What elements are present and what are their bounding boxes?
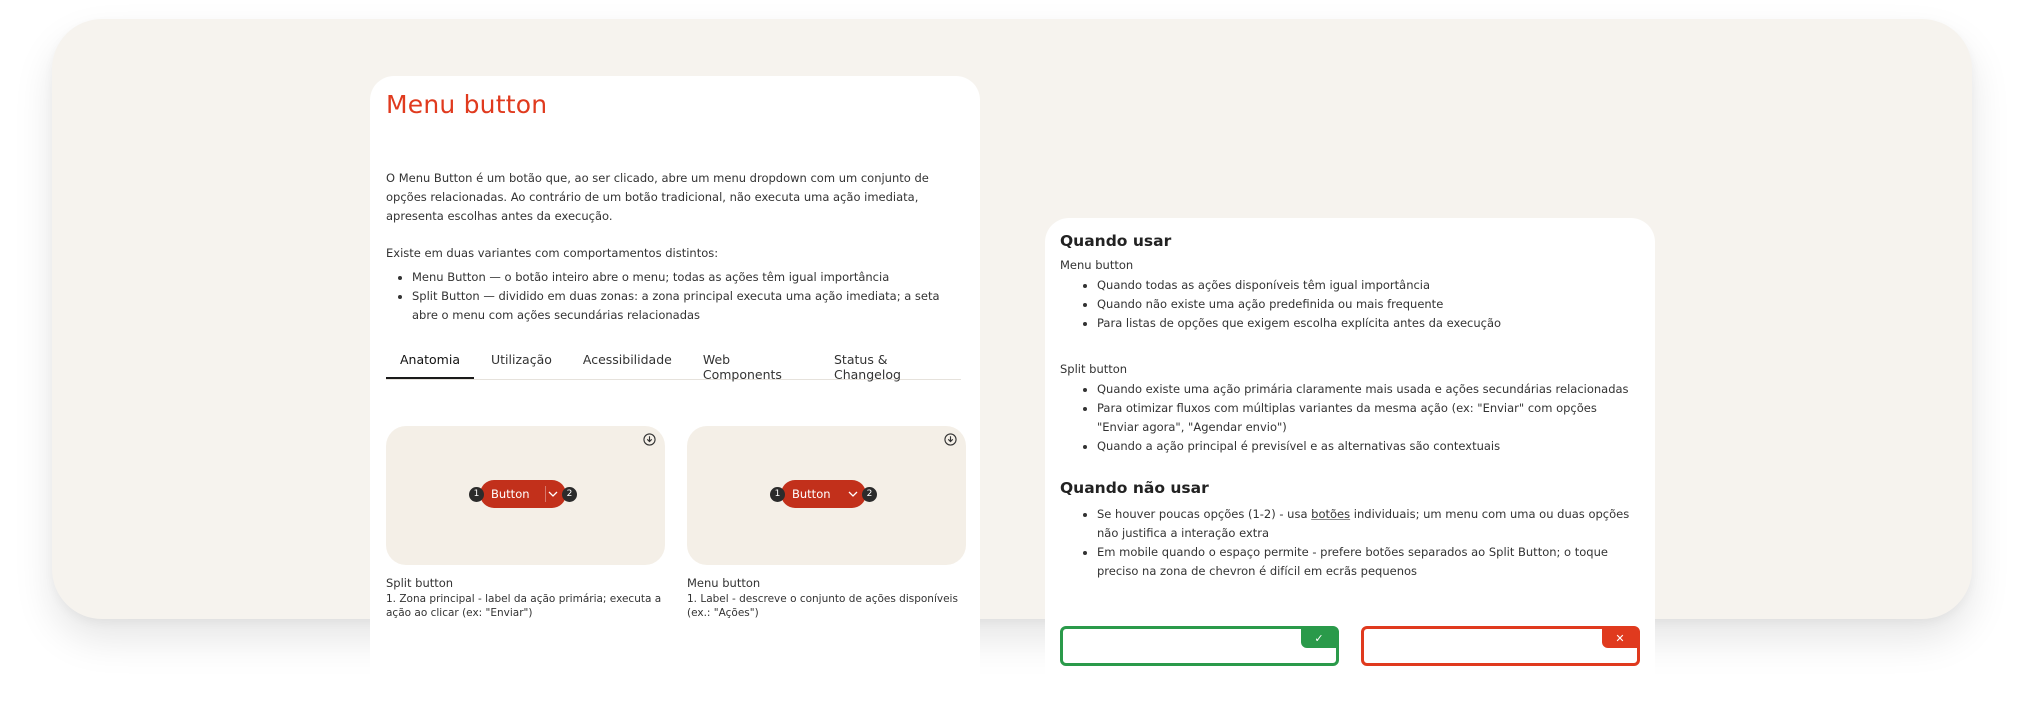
anatomy-previews — [386, 426, 964, 620]
split-button-preview — [386, 426, 665, 620]
menu-button-demo — [770, 480, 877, 508]
split-button-subtitle: Split button — [1060, 362, 1128, 376]
usage-card — [1045, 218, 1655, 718]
tab-utilizacao[interactable]: Utilização — [491, 352, 552, 367]
tab-status-changelog[interactable]: Status & Changelog — [834, 352, 901, 382]
variants-intro: Existe em duas variantes com comportamentos distintos: — [386, 246, 719, 260]
badge-2: 2 — [562, 487, 577, 502]
caption-line: 1. Zona principal - label da ação primária; executa a ação ao clicar (ex: "Enviar") — [386, 593, 662, 619]
component-description: O Menu Button é um botão que, ao ser clicado, abre um menu dropdown com um conjunto de opções relacionadas. Ao contrário de um botão tradicional, não executa uma ação imediata, apresenta escolhas antes da execução. — [386, 171, 929, 223]
preview-canvas — [687, 426, 966, 565]
when-not-to-use-list — [1060, 505, 1640, 581]
when-not-to-use-title: Quando não usar — [1060, 479, 1209, 497]
list-item: • Quando existe uma ação primária claramente mais usada e ações secundárias relacionadas — [1097, 380, 1640, 399]
list-item-text: individuais; um menu com uma ou duas opções não justifica a interação extra — [1097, 507, 1630, 540]
preview-canvas — [386, 426, 665, 565]
tab-bar — [386, 347, 961, 380]
list-item: • Quando não existe uma ação predefinida ou mais frequente — [1097, 295, 1640, 314]
list-item: • Em mobile quando o espaço permite - prefere botões separados ao Split Button; o toque preciso na zona de chevron é difícil em ecrãs pequenos — [1097, 543, 1640, 581]
tab-anatomia[interactable]: Anatomia — [386, 347, 474, 379]
check-icon: ✓ — [1301, 628, 1337, 648]
do-dont-examples — [1060, 626, 1640, 666]
close-icon: ✕ — [1602, 628, 1638, 648]
badge-1: 1 — [770, 487, 785, 502]
download-icon[interactable] — [643, 433, 656, 446]
caption-line: 1. Label - descreve o conjunto de ações disponíveis (ex.: "Ações") — [687, 593, 958, 619]
button-label: Button — [792, 487, 831, 501]
list-item-text: Se houver poucas opções (1-2) - usa — [1097, 507, 1312, 521]
list-item: • Quando todas as ações disponíveis têm igual importância — [1097, 276, 1640, 295]
tab-acessibilidade[interactable]: Acessibilidade — [582, 352, 672, 367]
list-item — [1097, 505, 1640, 543]
do-example — [1060, 626, 1339, 666]
when-to-use-title: Quando usar — [1060, 232, 1172, 250]
badge-1: 1 — [469, 487, 484, 502]
tab-web-components[interactable]: Web Components — [702, 352, 782, 382]
list-item: • Quando a ação principal é previsível e as alternativas são contextuais — [1097, 437, 1640, 456]
caption-title: Menu button — [687, 576, 761, 590]
menu-button-subtitle: Menu button — [1060, 258, 1134, 272]
page-title: Menu button — [386, 90, 548, 119]
download-icon[interactable] — [944, 433, 957, 446]
component-card — [370, 76, 980, 696]
list-item: • Para listas de opções que exigem escolha explícita antes da execução — [1097, 314, 1640, 333]
split-button-usage-list — [1060, 380, 1640, 456]
list-item: • Para otimizar fluxos com múltiplas variantes da mesma ação (ex: "Enviar" com opções "Enviar agora", "Agendar envio") — [1097, 399, 1640, 437]
list-item: • Menu Button — o botão inteiro abre o menu; todas as ações têm igual importância — [412, 268, 964, 287]
split-button-demo — [469, 480, 577, 508]
split-button[interactable] — [480, 480, 566, 508]
caption-title: Split button — [386, 576, 454, 590]
badge-2: 2 — [862, 487, 877, 502]
menu-button[interactable] — [781, 480, 866, 508]
menu-button-preview — [687, 426, 966, 620]
menu-button-usage-list — [1060, 276, 1640, 333]
variants-list — [386, 268, 964, 325]
list-item: • Split Button — dividido em duas zonas: a zona principal executa uma ação imediata; a seta abre o menu com ações secundárias relacionadas — [412, 287, 964, 325]
page-frame — [52, 19, 1972, 645]
dont-example — [1361, 626, 1640, 666]
buttons-link[interactable]: botões — [1311, 507, 1351, 521]
button-label: Button — [491, 487, 530, 501]
